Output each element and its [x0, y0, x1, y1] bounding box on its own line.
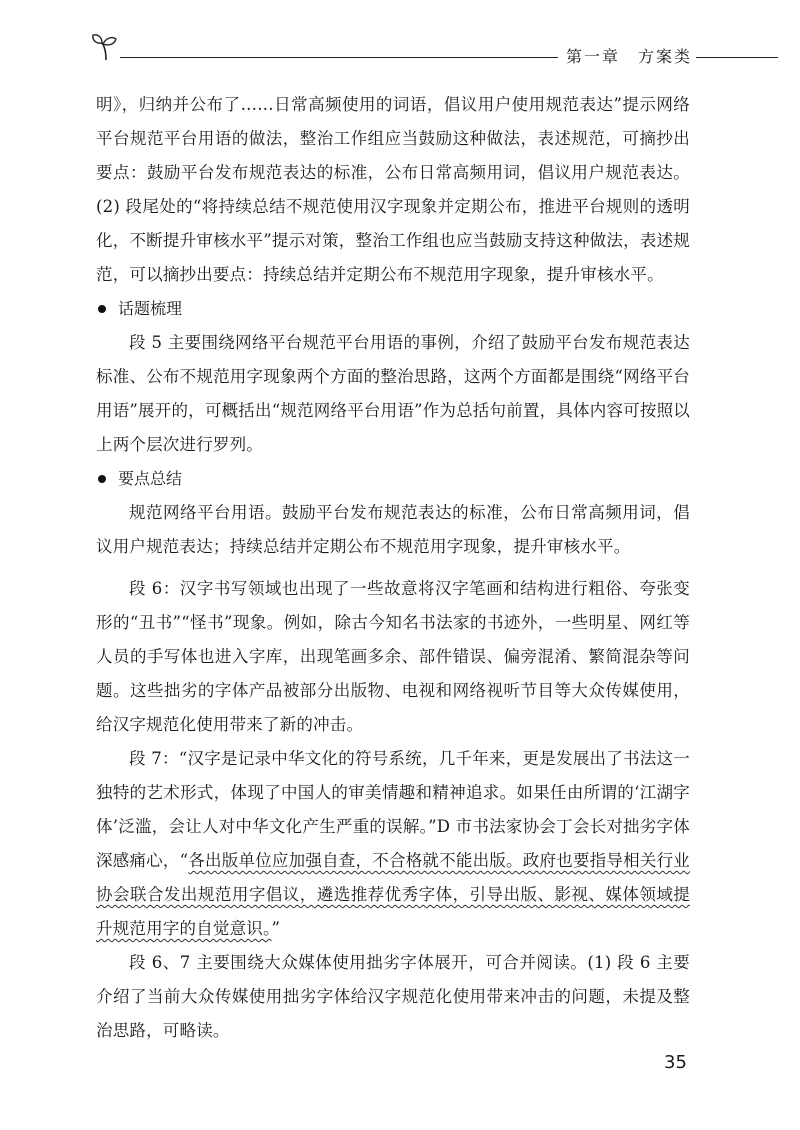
running-header	[88, 30, 778, 70]
header-rule-left	[120, 57, 558, 58]
chapter-title: 第一章 方案类	[566, 47, 693, 66]
page-body	[96, 88, 690, 1048]
page-number: 35	[664, 1052, 687, 1073]
header-rule-right	[696, 57, 778, 58]
paragraph-6: 段 6、7 主要围绕大众媒体使用拙劣字体展开，可合并阅读。(1) 段 6 主要介绍了当前大众传媒使用拙劣字体给汉字规范化使用带来冲击的问题，未提及整治思路，可略读。	[96, 953, 690, 1040]
paragraph-4: 段 6：汉字书写领域也出现了一些故意将汉字笔画和结构进行粗俗、夸张变形的“丑书”“怪书”现象。例如，除古今知名书法家的书迹外，一些明星、网红等人员的手写体也进入字库，出现笔画多余、部件错误、偏旁混淆、繁简混杂等问题。这些拙劣的字体产品被部分出版物、电视和网络视听节目等大众传媒使用，给汉字规范化使用带来了新的冲击。	[96, 579, 690, 734]
bullet-icon	[98, 475, 106, 483]
section-heading-summary	[96, 462, 690, 496]
heading-label: 话题梳理	[118, 299, 183, 318]
paragraph-5-lead: 段 7：“汉字是记录中华文化的符号系统，几千年来，更是发展出了书法这一独特的艺术形式，体现了中国人的审美情趣和精神追求。如果任由所谓的‘江湖字体’泛滥，会让人对中华文化产生严重的误解。”D 市书法家协会丁会长对拙劣字体深感痛心，“	[96, 749, 690, 870]
paragraph-5-close: ”	[271, 919, 281, 938]
paragraph-2: 段 5 主要围绕网络平台规范平台用语的事例，介绍了鼓励平台发布规范表达标准、公布不规范用字现象两个方面的整治思路，这两个方面都是围绕“网络平台用语”展开的，可概括出“规范网络平台用语”作为总括句前置，具体内容可按照以上两个层次进行罗列。	[96, 333, 690, 454]
section-heading-topic	[96, 292, 690, 326]
bullet-icon	[98, 305, 106, 313]
paragraph-3: 规范网络平台用语。鼓励平台发布规范表达的标准，公布日常高频用词，倡议用户规范表达；持续总结并定期公布不规范用字现象，提升审核水平。	[96, 503, 690, 556]
paragraph-5	[96, 742, 690, 946]
paragraph-1: 明》，归纳并公布了……日常高频使用的词语，倡议用户使用规范表达”提示网络平台规范平台用语的做法，整治工作组应当鼓励这种做法，表述规范，可摘抄出要点：鼓励平台发布规范表达的标准，公布日常高频用词，倡议用户规范表达。(2) 段尾处的“将持续总结不规范使用汉字现象并定期公布，推进平台规则的透明化，不断提升审核水平”提示对策，整治工作组也应当鼓励支持这种做法，表述规范，可以摘抄出要点：持续总结并定期公布不规范用字现象，提升审核水平。	[96, 95, 690, 284]
sprout-icon	[88, 30, 124, 66]
wavy-underlined-quote: 各出版单位应加强自查，不合格就不能出版。政府也要指导相关行业协会联合发出规范用字倡议，遴选推荐优秀字体，引导出版、影视、媒体领域提升规范用字的自觉意识。	[96, 851, 691, 938]
heading-label: 要点总结	[118, 469, 183, 488]
